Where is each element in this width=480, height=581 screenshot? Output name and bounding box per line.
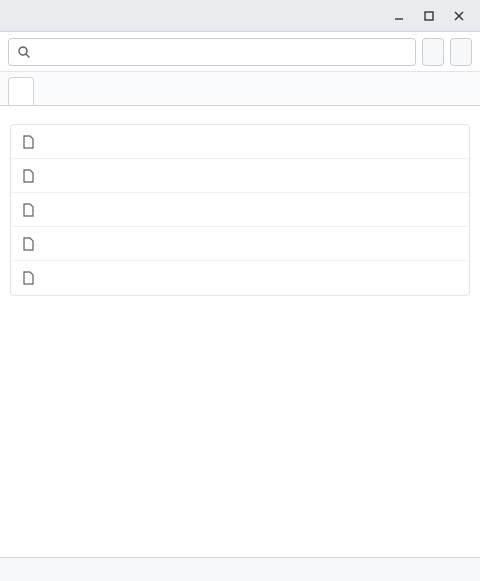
list-item[interactable] bbox=[11, 159, 469, 193]
maximize-button[interactable] bbox=[416, 5, 442, 27]
file-icon bbox=[21, 271, 35, 285]
tab-3[interactable] bbox=[64, 77, 90, 105]
list-item[interactable] bbox=[11, 227, 469, 261]
search-input[interactable] bbox=[37, 44, 407, 59]
main-panel bbox=[0, 106, 480, 557]
search-icon bbox=[17, 45, 31, 59]
close-icon bbox=[452, 9, 466, 23]
tab-1[interactable] bbox=[8, 77, 34, 105]
secondary-button[interactable] bbox=[450, 38, 472, 66]
file-icon bbox=[21, 237, 35, 251]
list-item[interactable] bbox=[11, 261, 469, 295]
tab-bar bbox=[0, 72, 480, 106]
minimize-icon bbox=[392, 9, 406, 23]
list-item[interactable] bbox=[11, 125, 469, 159]
file-icon bbox=[21, 169, 35, 183]
search-box[interactable] bbox=[8, 38, 416, 66]
file-icon bbox=[21, 135, 35, 149]
toolbar bbox=[0, 32, 480, 72]
status-bar bbox=[0, 557, 480, 581]
title-bar bbox=[0, 0, 480, 32]
item-list bbox=[10, 124, 470, 296]
maximize-icon bbox=[422, 9, 436, 23]
primary-button[interactable] bbox=[422, 38, 444, 66]
list-item[interactable] bbox=[11, 193, 469, 227]
minimize-button[interactable] bbox=[386, 5, 412, 27]
tab-2[interactable] bbox=[36, 77, 62, 105]
window-controls bbox=[386, 5, 472, 27]
close-button[interactable] bbox=[446, 5, 472, 27]
file-icon bbox=[21, 203, 35, 217]
